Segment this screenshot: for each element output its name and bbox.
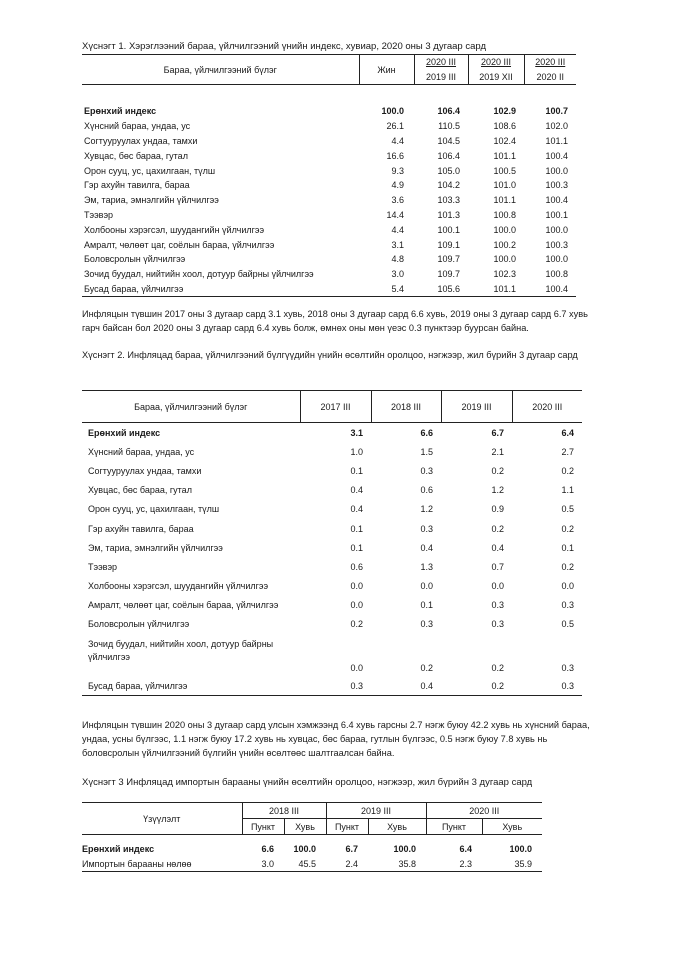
table1-cell-weight: 4.9 [391,180,404,191]
table2-cell-value: 6.6 [420,427,433,438]
table2-row [82,461,582,480]
table3-header-2020: 2020 III [426,803,542,819]
table1-cell-v1: 106.4 [437,106,460,117]
table1-cell-v3: 101.1 [545,135,568,146]
table2-cell-category: Тээвэр [88,561,118,572]
table1-row [82,163,576,178]
table1-cell-v1: 104.2 [437,180,460,191]
table2-cell-value: 0.0 [350,663,363,674]
table3-import [82,802,542,872]
table1-cell-v2: 100.2 [493,239,516,250]
table3-cell-value: 100.0 [293,843,316,854]
table1-row [82,237,576,252]
table3-cell-value: 2.3 [426,856,482,872]
table1-header-col1-bottom: 2019 III [414,69,468,85]
table1-cell-weight: 4.4 [391,224,404,235]
table3-cell-value: 6.6 [261,843,274,854]
table2-cell-value: 0.6 [350,561,363,572]
table1-cell-v3: 100.3 [545,180,568,191]
table2-cell-category: Эм, тариа, эмнэлгийн үйлчилгээ [88,542,223,553]
table1-row [82,134,576,149]
table1-cell-v1: 105.0 [437,165,460,176]
table1-cell-v2: 100.0 [493,254,516,265]
table1-cell-v1: 109.7 [437,269,460,280]
table2-cell-category: Ерөнхий индекс [88,427,161,438]
table1-body [82,104,576,297]
table1-cell-v1: 109.1 [437,239,460,250]
table1-row [82,148,576,163]
table2-cell-value: 0.3 [561,663,574,674]
table2-cell-value: 0.0 [561,581,574,592]
table1-header-col3-top: 2020 III [524,55,576,70]
table2-cell-category: Орон сууц, ус, цахилгаан, түлш [88,504,220,515]
table2-row [82,577,582,596]
table1-cell-category: Хүнсний бараа, ундаа, ус [84,121,191,132]
table3-body [82,841,542,872]
table2-cell-value: 0.5 [561,619,574,630]
table2-cell-category: Боловсролын үйлчилгээ [88,619,190,630]
table2-header-2017: 2017 III [300,391,371,423]
table2-row [82,596,582,615]
table1-cell-category: Согтууруулах ундаа, тамхи [84,135,198,146]
table2-cell-value: 0.0 [350,581,363,592]
table2-cell-value: 0.3 [420,619,433,630]
table1-cell-category: Тээвэр [84,209,114,220]
table3-header-2019: 2019 III [326,803,426,819]
table1-cell-v3: 100.4 [545,195,568,206]
table1-cell-weight: 3.0 [391,269,404,280]
table2-cell-value: 0.3 [491,600,504,611]
table1-cell-v2: 102.4 [493,135,516,146]
table1-cell-v2: 102.9 [493,106,516,117]
table2-cell-value: 1.2 [420,504,433,515]
table1-cell-v1: 104.5 [437,135,460,146]
table2-cell-value: 0.2 [491,465,504,476]
table2-cell-value: 0.2 [350,619,363,630]
table2-cell-value: 0.1 [420,600,433,611]
table1-cell-v3: 100.0 [545,165,568,176]
table1-cell-weight: 9.3 [391,165,404,176]
table1-cell-v2: 101.1 [468,282,524,297]
table3-sub-point: Пункт [426,819,482,835]
table1-row [82,252,576,267]
table1-cell-category: Гэр ахуйн тавилга, бараа [84,180,190,191]
table2-row [82,676,582,696]
table1-cell-category: Холбооны хэрэгсэл, шуудангийн үйлчилгээ [84,224,265,235]
table2-cell-category: Холбооны хэрэгсэл, шуудангийн үйлчилгээ [88,581,269,592]
table1-cell-category: Боловсролын үйлчилгээ [84,254,186,265]
table1-header-row [82,55,576,70]
table1-caption: Хүснэгт 1. Хэрэглээний бараа, үйлчилгээний үнийн индекс, хувиар, 2020 оны 3 дугаар сард [82,41,486,52]
table2-cell-value: 0.3 [491,619,504,630]
table1-cell-category: Эм, тариа, эмнэлгийн үйлчилгээ [84,195,219,206]
table3-cell-indicator: Импортын барааны нөлөө [82,856,242,872]
table3-caption: Хүснэгт 3 Инфляцад импортын барааны үнийн өсөлтийн оролцоо, нэгжээр, жил бүрийн 3 дугаар сард [82,777,533,788]
table2-cell-category: Согтууруулах ундаа, тамхи [88,465,202,476]
table2-cell-value: 0.2 [491,663,504,674]
table2-cell-value: 0.4 [350,485,363,496]
table2-cell-value: 0.1 [561,542,574,553]
table2-cell-value: 0.0 [350,600,363,611]
table1-cell-v1: 105.6 [414,282,468,297]
table1-cell-category: Ерөнхий индекс [84,106,157,117]
table2-cell-value: 1.5 [420,446,433,457]
table3-cell-value: 100.0 [393,843,416,854]
table2-row [82,500,582,519]
table3-cell-value: 35.8 [368,856,426,872]
table1-cell-v3: 100.4 [545,150,568,161]
table2-cell-category: Гэр ахуйн тавилга, бараа [88,523,194,534]
table1-cell-v2: 102.3 [493,269,516,280]
table2-row [82,557,582,576]
table2-row [82,615,582,634]
table1-cell-category: Зочид буудал, нийтийн хоол, дотуур байрны үйлчилгээ [84,269,314,280]
table1-cell-weight: 16.6 [386,150,404,161]
table1-cell-v3: 100.1 [545,209,568,220]
table1-cell-weight: 14.4 [386,209,404,220]
table2-row [82,634,582,676]
table2-cell-value: 0.2 [491,523,504,534]
table2-row [82,442,582,461]
table2-cell-value: 0.1 [350,465,363,476]
table2-cell-value: 1.1 [561,485,574,496]
paragraph-1: Инфляцын түвшин 2017 оны 3 дугаар сард 3.1 хувь, 2018 оны 3 дугаар сард 6.6 хувь, 2019 оны 3 дугаар сард 6.7 хувь гарч байсан бол 2020 оны 3 дугаар сард 6.4 хувь болж, өмнөх оны мөн үеэс 0.3 пунктээр буурсан байна. [82,309,588,333]
table2-body [82,423,582,696]
table1-header-weight: Жин [359,55,414,85]
table1-header-col2-top: 2020 III [468,55,524,70]
table2-cell-value: 0.4 [371,676,441,696]
table1-cell-v1: 101.3 [437,209,460,220]
table2-row [82,519,582,538]
table2-header-2020: 2020 III [512,391,582,423]
table1-cell-v1: 106.4 [437,150,460,161]
table3-sub-point: Пункт [242,819,284,835]
table2-cell-value: 3.1 [350,427,363,438]
table2-cell-value: 0.7 [491,561,504,572]
table1-cell-v3: 100.7 [545,106,568,117]
table1-cell-category: Хувцас, бөс бараа, гутал [84,150,188,161]
table1-cell-v3: 100.0 [545,224,568,235]
table1-cell-v1: 100.1 [437,224,460,235]
table1-header-col2-bottom: 2019 XII [468,69,524,85]
table1-cell-v3: 100.3 [545,239,568,250]
table1-cell-category: Бусад бараа, үйлчилгээ [82,282,359,297]
table2-cell-value: 0.1 [350,523,363,534]
table2-header-2019: 2019 III [441,391,512,423]
table2-cell-value: 0.2 [441,676,512,696]
table3-sub-point: Пункт [326,819,368,835]
table3-total-row [82,841,542,856]
table1-cell-weight: 4.8 [391,254,404,265]
table1-cell-category: Амралт, чөлөөт цаг, соёлын бараа, үйлчилгээ [84,239,275,250]
table3-sub-percent: Хувь [368,819,426,835]
table2-cell-value: 6.7 [491,427,504,438]
table2-cell-value: 0.4 [491,542,504,553]
table3-cell-value: 35.9 [482,856,542,872]
table2-cell-value: 2.1 [491,446,504,457]
table1-header-col1-top: 2020 III [414,55,468,70]
table2-cell-value: 0.6 [420,485,433,496]
table3-header-indicator: Үзүүлэлт [82,803,242,835]
table1-cell-v1: 109.7 [437,254,460,265]
table1-spacer [82,85,576,105]
table1-cell-weight: 4.4 [391,135,404,146]
table1-cell-category: Орон сууц, ус, цахилгаан, түлш [84,165,216,176]
table1-cell-v3: 100.4 [524,282,576,297]
table2-cell-value: 1.0 [350,446,363,457]
table2-cell-value: 2.7 [561,446,574,457]
table2-cell-value: 0.2 [561,465,574,476]
table1-row [82,208,576,223]
table1-cell-v1: 110.5 [438,121,460,132]
table3-sub-percent: Хувь [284,819,326,835]
table2-cell-value: 0.3 [300,676,371,696]
table3-header-row [82,803,542,819]
table2-contribution [82,390,582,696]
table1-row [82,193,576,208]
table1-cell-v3: 102.0 [545,121,568,132]
table1-cell-weight: 3.6 [391,195,404,206]
table2-cell-value: 0.3 [420,465,433,476]
table1-cell-v2: 101.1 [493,150,516,161]
table2-cell-value: 0.3 [561,600,574,611]
table3-cell-value: 45.5 [284,856,326,872]
table3-cell-value: 2.4 [326,856,368,872]
table2-cell-value: 0.0 [491,581,504,592]
table2-header-row [82,391,582,423]
table3-cell-value: 100.0 [509,843,532,854]
table2-cell-value: 0.2 [420,663,433,674]
table3-sub-percent: Хувь [482,819,542,835]
table2-cell-value: 0.2 [561,523,574,534]
table1-cell-v2: 100.5 [493,165,516,176]
paragraph-2: Инфляцын түвшин 2020 оны 3 дугаар сард улсын хэмжээнд 6.4 хувь гарсны 2.7 нэгж буюу 42.2 хувь нь хүнсний бараа, ундаа, усны бүлгээс, 1.1 нэгж буюу 17.2 хувь нь хувцас, бөс бараа, гутлын бүлгээс, 0.5 нэгж буюу 7.8 хувь нь боловсролын үйлчилгээний бүлгийн үнийн өсөлтөөс шалтгаалсан байна. [82,720,590,758]
table3-row [82,856,542,872]
table1-cell-v1: 103.3 [437,195,460,206]
table2-header-2018: 2018 III [371,391,441,423]
table1-cell-v3: 100.8 [545,269,568,280]
table2-cell-category: Хүнсний бараа, ундаа, ус [88,446,195,457]
table2-row [82,481,582,500]
table2-cell-value: 0.3 [420,523,433,534]
table1-cell-weight: 100.0 [381,106,404,117]
table1-cpi [82,54,576,297]
table2-cell-value: 0.3 [512,676,582,696]
table2-cell-category: Зочид буудал, нийтийн хоол, дотуур байрны үйлчилгээ [88,639,274,663]
table3-cell-indicator: Ерөнхий индекс [82,843,155,854]
table3-cell-value: 6.4 [459,843,472,854]
table2-cell-value: 1.3 [420,561,433,572]
table2-cell-value: 0.4 [420,542,433,553]
table2-cell-value: 0.4 [350,504,363,515]
table1-header-col3-bottom: 2020 II [524,69,576,85]
table3-cell-value: 3.0 [242,856,284,872]
table3-cell-value: 6.7 [345,843,358,854]
table1-cell-v2: 101.0 [493,180,516,191]
table2-cell-value: 6.4 [561,427,574,438]
table1-total-row [82,104,576,119]
table2-total-row [82,423,582,443]
table1-cell-weight: 5.4 [359,282,414,297]
table3-header-2018: 2018 III [242,803,326,819]
table1-header-category: Бараа, үйлчилгээний бүлэг [82,55,359,85]
table1-row [82,222,576,237]
table1-row [82,119,576,134]
table2-caption: Хүснэгт 2. Инфляцад бараа, үйлчилгээний бүлгүүдийн үнийн өсөлтийн оролцоо, нэгжээр, жил бүрийн 3 дугаар сард [82,350,578,360]
table2-cell-value: 0.9 [491,504,504,515]
table1-row [82,178,576,193]
table1-cell-v2: 100.0 [493,224,516,235]
table2-cell-category: Бусад бараа, үйлчилгээ [82,676,300,696]
table1-row [82,282,576,297]
table2-header-category: Бараа, үйлчилгээний бүлэг [82,391,300,423]
table2-cell-category: Хувцас, бөс бараа, гутал [88,485,192,496]
table2-cell-value: 0.1 [350,542,363,553]
table2-row [82,538,582,557]
table2-cell-value: 0.2 [561,561,574,572]
table2-cell-value: 1.2 [491,485,504,496]
table2-cell-value: 0.5 [561,504,574,515]
table1-cell-weight: 3.1 [391,239,404,250]
table1-cell-v3: 100.0 [545,254,568,265]
table1-cell-weight: 26.1 [386,121,404,132]
table2-cell-value: 0.0 [420,581,433,592]
table1-row [82,267,576,282]
table1-cell-v2: 100.8 [493,209,516,220]
table1-cell-v2: 108.6 [493,121,516,132]
table1-cell-v2: 101.1 [493,195,516,206]
table2-cell-category: Амралт, чөлөөт цаг, соёлын бараа, үйлчилгээ [88,600,279,611]
